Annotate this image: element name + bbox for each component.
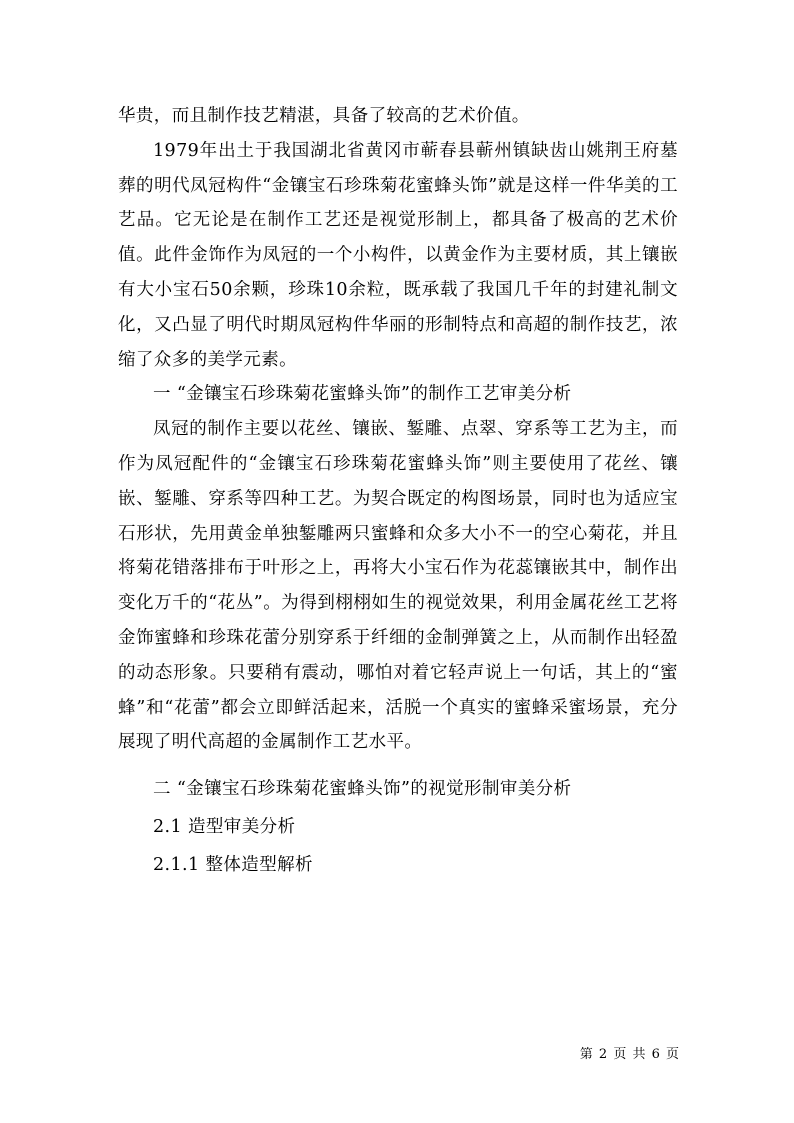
page-number-footer: 第 2 页 共 6 页: [579, 1047, 680, 1062]
subsection-heading-2-1-1: 2.1.1 整体造型解析: [153, 854, 313, 875]
body-text: [118, 99, 678, 883]
section-heading-1: 一 “金镶宝石珍珠菊花蜜蜂头饰”的制作工艺审美分析: [153, 384, 572, 405]
paragraph-craft: 凤冠的制作主要以花丝、镶嵌、錾雕、点翠、穿系等工艺为主，而作为凤冠配件的“金镶宝石珍珠菊花蜜蜂头饰”则主要使用了花丝、镶嵌、錾雕、穿系等四种工艺。为契合既定的构图场景，同时也为适应宝石形状，先用黄金单独錾雕两只蜜蜂和众多大小不一的空心菊花，并且将菊花错落排布于叶形之上，再将大小宝石作为花蕊镶嵌其中，制作出变化万千的“花丛”。为得到栩栩如生的视觉效果，利用金属花丝工艺将金饰蜜蜂和珍珠花蕾分别穿系于纤细的金制弹簧之上，从而制作出轻盈的动态形象。只要稍有震动，哪怕对着它轻声说上一句话，其上的“蜜蜂”和“花蕾”都会立即鲜活起来，活脱一个真实的蜜蜂采蜜场景，充分展现了明代高超的金属制作工艺水平。: [118, 419, 678, 753]
paragraph-continuation: 华贵，而且制作技艺精湛，具备了较高的艺术价值。: [118, 106, 530, 126]
subsection-heading-2-1: 2.1 造型审美分析: [153, 816, 296, 837]
paragraph-intro: 1979年出土于我国湖北省黄冈市蕲春县蕲州镇缺齿山姚荆王府墓葬的明代凤冠构件“金镶宝石珍珠菊花蜜蜂头饰”就是这样一件华美的工艺品。它无论是在制作工艺还是视觉形制上，都具备了极高的艺术价值。此件金饰作为凤冠的一个小构件，以黄金作为主要材质，其上镶嵌有大小宝石50余颗，珍珠10余粒，既承载了我国几千年的封建礼制文化，又凸显了明代时期凤冠构件华丽的形制特点和高超的制作技艺，浓缩了众多的美学元素。: [118, 140, 678, 370]
section-heading-2: 二 “金镶宝石珍珠菊花蜜蜂头饰”的视觉形制审美分析: [153, 779, 572, 800]
